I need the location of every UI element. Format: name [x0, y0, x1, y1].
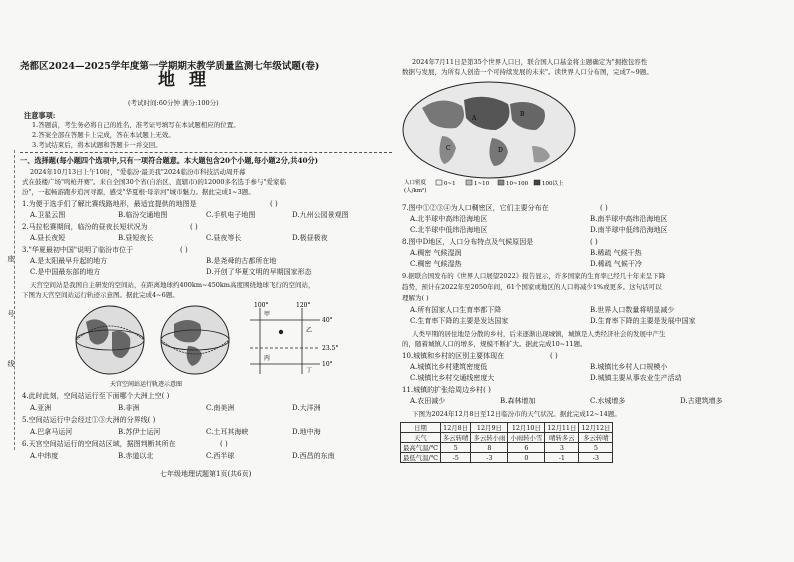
q7-option-c[interactable]: C.北半球中低纬沿海地区	[410, 226, 488, 234]
q8-answer-paren: ( )	[590, 238, 598, 246]
table-cell: 5	[440, 443, 471, 453]
q6-option-c[interactable]: C.西半球	[206, 452, 235, 460]
q6-option-d[interactable]: D.西昌的东南	[292, 452, 335, 460]
note-item: 1.答题前，考生务必将自己的姓名、准考证号填写在本试题相应的位置。	[32, 121, 240, 129]
q2-option-d[interactable]: D.极昼极夜	[292, 234, 328, 242]
q1-option-a[interactable]: A.卫星云图	[30, 211, 66, 219]
city-intro-line: 人类早期的居住地是分散的乡村，后来逐渐出现城镇，城镇是人类经济社会的发展中产生	[412, 330, 666, 338]
q7-option-d[interactable]: D.南半球中低纬沿海地区	[590, 226, 668, 234]
q10-option-b[interactable]: B.城镇比乡村人口规模小	[590, 363, 668, 371]
table-cell: 6	[508, 443, 545, 453]
table-cell: -5	[440, 453, 471, 463]
q9-option-d[interactable]: D.生育率下降的主要是发展中国家	[590, 317, 696, 325]
lon-label-100: 100°	[254, 302, 269, 309]
q4-option-c[interactable]: C.南美洲	[206, 404, 235, 412]
q5-stem: 5.空间站运行中会经过①③大洲的分界线( )	[22, 416, 156, 424]
globe-right	[161, 306, 229, 374]
table-cell: 多云转晴	[579, 433, 613, 443]
q11-option-d[interactable]: D.古建筑增多	[680, 397, 723, 405]
world-population-map	[402, 80, 576, 198]
page-footer: 七年级地理试题第1页(共6页)	[160, 470, 252, 478]
table-cell: 5	[579, 443, 613, 453]
q8-option-a[interactable]: A.稠密 气候湿润	[410, 249, 462, 257]
q9-stem-line: 趋势，预计在2022年至2050年间，61个国家或地区的人口将减少1%或更多。这句话可以	[402, 283, 662, 291]
q6-option-b[interactable]: B.赤道以北	[118, 452, 154, 460]
space-intro-line: 下图为天宫空间站运行轨迹示意图。据此完成4~6题。	[22, 291, 179, 299]
lon-label-120: 120°	[296, 302, 311, 309]
table-cell: 多云转晴	[440, 433, 471, 443]
q8-stem: 8.图中D地区，人口分布特点及气候原因是	[402, 238, 534, 246]
q10-answer-paren: ( )	[550, 352, 558, 360]
q8-option-d[interactable]: D.稀疏 气候干冷	[590, 260, 642, 268]
grid-mark-d: 丁	[306, 367, 313, 374]
lat-label-10: 10°	[322, 361, 333, 368]
note-item: 3.考试结束后，将本试题和答题卡一并交回。	[32, 141, 162, 149]
margin-mark: 线	[7, 360, 15, 367]
grid-mark-a: 甲	[264, 311, 271, 318]
section1-heading: 一、选择题(每小题四个选项中,只有一项符合题意。本大题包含20个小题,每小题2分,共40分)	[20, 156, 319, 165]
q3-stem: 3."华夏最初中国"说明了临汾市位于	[22, 246, 134, 254]
table-cell: 最低气温/℃	[401, 453, 441, 463]
intro-line: 汾"，一起畅游跑步追河寻源，感受"华夏根·母亲河"城市魅力。据此完成1~3题。	[22, 188, 255, 196]
map-label-d: D	[498, 147, 503, 154]
q7-stem: 7.图中①②③④为人口稠密区，它们主要分布在	[402, 204, 549, 212]
margin-cut-line	[14, 150, 15, 450]
q3-answer-paren: ( )	[180, 246, 188, 254]
margin-mark: 号	[7, 310, 15, 317]
population-intro-line: 2024年7月11日是第35个世界人口日，联合国人口基金将主题确定为"拥抱包容性	[412, 58, 648, 66]
table-cell: 晴转多云	[545, 433, 579, 443]
table-header-cell: 12月8日	[440, 423, 471, 433]
table-cell: 3	[545, 443, 579, 453]
table-header-cell: 12月11日	[545, 423, 579, 433]
legend-title: 人口密度	[404, 180, 427, 186]
map-label-c: C	[446, 145, 451, 152]
space-intro-line: 天宫空间站是我国自主研发的空间站，在距离地球约400km~450km高度围绕地球飞行的空间站，	[30, 281, 315, 289]
q1-stem: 1.为便于选手们了解比赛线路地形，最适宜提供的地图是	[22, 200, 197, 208]
lat-label-23-5: 23.5°	[322, 345, 339, 352]
table-header-cell: 日期	[401, 423, 441, 433]
table-cell: 最高气温/℃	[401, 443, 441, 453]
table-cell: -3	[471, 453, 508, 463]
legend-item: 0~1	[444, 181, 456, 187]
q2-option-c[interactable]: C.昼夜等长	[206, 234, 242, 242]
table-row	[401, 453, 613, 463]
table-row	[401, 443, 613, 453]
q10-option-c[interactable]: C.城镇比乡村交通线密度大	[410, 374, 495, 382]
q1-option-c[interactable]: C.手机电子地图	[206, 211, 256, 219]
table-row	[401, 433, 613, 443]
table-cell: 多云转小雨	[471, 433, 508, 443]
q7-answer-paren: ( )	[600, 204, 608, 212]
q3-option-c[interactable]: C.是中国最东部的地方	[30, 268, 101, 276]
q10-option-d[interactable]: D.城镇主要从事农业生产活动	[590, 374, 682, 382]
q2-stem: 2.马拉松赛期间，临汾的昼夜长短状况为	[22, 223, 148, 231]
q11-option-a[interactable]: A.农田减少	[410, 397, 446, 405]
q4-stem: 4.此时此刻，空间站运行至下面哪个大洲上空( )	[22, 392, 170, 400]
figure-caption: 天宫空间站运行轨迹示意图	[110, 381, 183, 388]
q9-option-c[interactable]: C.生育率下降的主要是发达国家	[410, 317, 509, 325]
q11-option-c[interactable]: C.水城增多	[590, 397, 626, 405]
table-header-row	[401, 423, 613, 433]
note-item: 2.答案全部在答题卡上完成，答在本试题上无效。	[32, 131, 175, 139]
globe-left	[76, 306, 144, 374]
table-cell: -3	[579, 453, 613, 463]
notes-heading: 注意事项:	[24, 111, 56, 120]
q8-option-b[interactable]: B.稀疏 气候干热	[590, 249, 642, 257]
table-cell: -1	[545, 453, 579, 463]
q10-option-a[interactable]: A.城镇比乡村建筑密度低	[410, 363, 488, 371]
q4-option-a[interactable]: A.亚洲	[30, 404, 52, 412]
table-header-cell: 12月10日	[508, 423, 545, 433]
q5-option-d[interactable]: D.地中海	[292, 428, 321, 436]
q5-option-c[interactable]: C.土耳其海峡	[206, 428, 249, 436]
exam-meta: (考试时间:60分钟 满分:100分)	[128, 99, 219, 107]
q1-option-b[interactable]: B.临汾交通地图	[118, 211, 168, 219]
legend-item: 100以上	[542, 181, 564, 187]
legend-item: 10~100	[506, 181, 529, 187]
q5-option-a[interactable]: A.巴拿马运河	[30, 428, 73, 436]
grid-mark-c: 丙	[264, 355, 271, 362]
space-station-figure	[70, 302, 360, 390]
q6-option-a[interactable]: A.中纬度	[30, 452, 59, 460]
q10-stem: 10.城镇和乡村的区别主要体现在	[402, 352, 505, 360]
intro-line: 2024年10月13日上午10时，"爱临汾·最美我"2024临汾市科技活动周开幕	[30, 168, 246, 176]
map-label-a: A	[472, 115, 477, 122]
map-label-b: B	[520, 111, 525, 118]
table-header-cell: 12月9日	[471, 423, 508, 433]
q4-option-d[interactable]: D.大洋洲	[292, 404, 321, 412]
q1-answer-paren: ( )	[270, 200, 278, 208]
table-cell: 小雨转小雪	[508, 433, 545, 443]
q2-option-b[interactable]: B.昼短夜长	[118, 234, 154, 242]
grid-mark-b: 乙	[306, 327, 313, 334]
legend-item: 1~10	[474, 181, 490, 187]
lat-lon-grid	[250, 302, 338, 374]
q11-stem: 11.城镇的扩张给周边乡村( )	[402, 386, 491, 394]
q2-option-a[interactable]: A.昼长夜短	[30, 234, 66, 242]
margin-mark: 座	[7, 255, 15, 262]
q7-option-b[interactable]: B.南半球中高纬沿海地区	[590, 215, 668, 223]
weather-table	[400, 422, 613, 463]
q2-answer-paren: ( )	[190, 223, 198, 231]
exam-title: 尧都区2024—2025学年度第一学期期末教学质量监测七年级试题(卷)	[20, 61, 320, 72]
q7-option-a[interactable]: A.北半球中高纬沿海地区	[410, 215, 488, 223]
table-cell: 天气	[401, 433, 441, 443]
q3-option-d[interactable]: D.开创了华夏文明的早期国家形态	[206, 268, 312, 276]
subject-title: 地理	[158, 70, 220, 90]
q9-stem-line: 9.据联合国发布的《世界人口展望2022》报告显示，许多国家的生育率已经几十年来呈下降	[402, 272, 666, 280]
q9-option-b[interactable]: B.世界人口数量将明显减少	[590, 306, 675, 314]
city-intro-line: 的，随着城镇人口的增多，规模不断扩大。据此完成10~11题。	[402, 340, 587, 348]
intro-line: 式在鼓楼广场"鸣枪开赛"。来自全国30个省(自治区、直辖市)的12000多名选手参与"爱家临	[22, 178, 286, 186]
divider	[20, 152, 392, 153]
table-cell: 0	[508, 453, 545, 463]
q9-stem-line: 理解为( )	[402, 294, 429, 302]
q1-option-d[interactable]: D.九州公园景观图	[292, 211, 349, 219]
table-header-cell: 12月12日	[579, 423, 613, 433]
population-intro-line: 数据与发展，为所有人创造一个可持续发展的未来"。读世界人口分布图，完成7~9题。	[402, 68, 653, 76]
q4-option-b[interactable]: B.非洲	[118, 404, 140, 412]
q9-option-a[interactable]: A.所有国家人口生育率都下降	[410, 306, 502, 314]
q6-stem: 6.天宫空间站运行的空间站区域，据图判断其所在	[22, 440, 176, 448]
q3-option-b[interactable]: B.是尧舜的古都所在地	[206, 257, 277, 265]
q6-answer-paren: ( )	[220, 440, 228, 448]
legend-unit: (人/km²)	[404, 188, 427, 194]
table-cell: 8	[471, 443, 508, 453]
weather-intro: 下图为2024年12月8日至12日临汾市的天气状况。据此完成12~14题。	[412, 410, 621, 418]
q3-option-a[interactable]: A.是太阳最早升起的地方	[30, 257, 108, 265]
q11-option-b[interactable]: B.森林增加	[500, 397, 536, 405]
lat-label-40: 40°	[322, 317, 333, 324]
q5-option-b[interactable]: B.苏伊士运河	[118, 428, 161, 436]
q8-option-c[interactable]: C.稠密 气候湿热	[410, 260, 462, 268]
map-legend	[404, 178, 564, 194]
